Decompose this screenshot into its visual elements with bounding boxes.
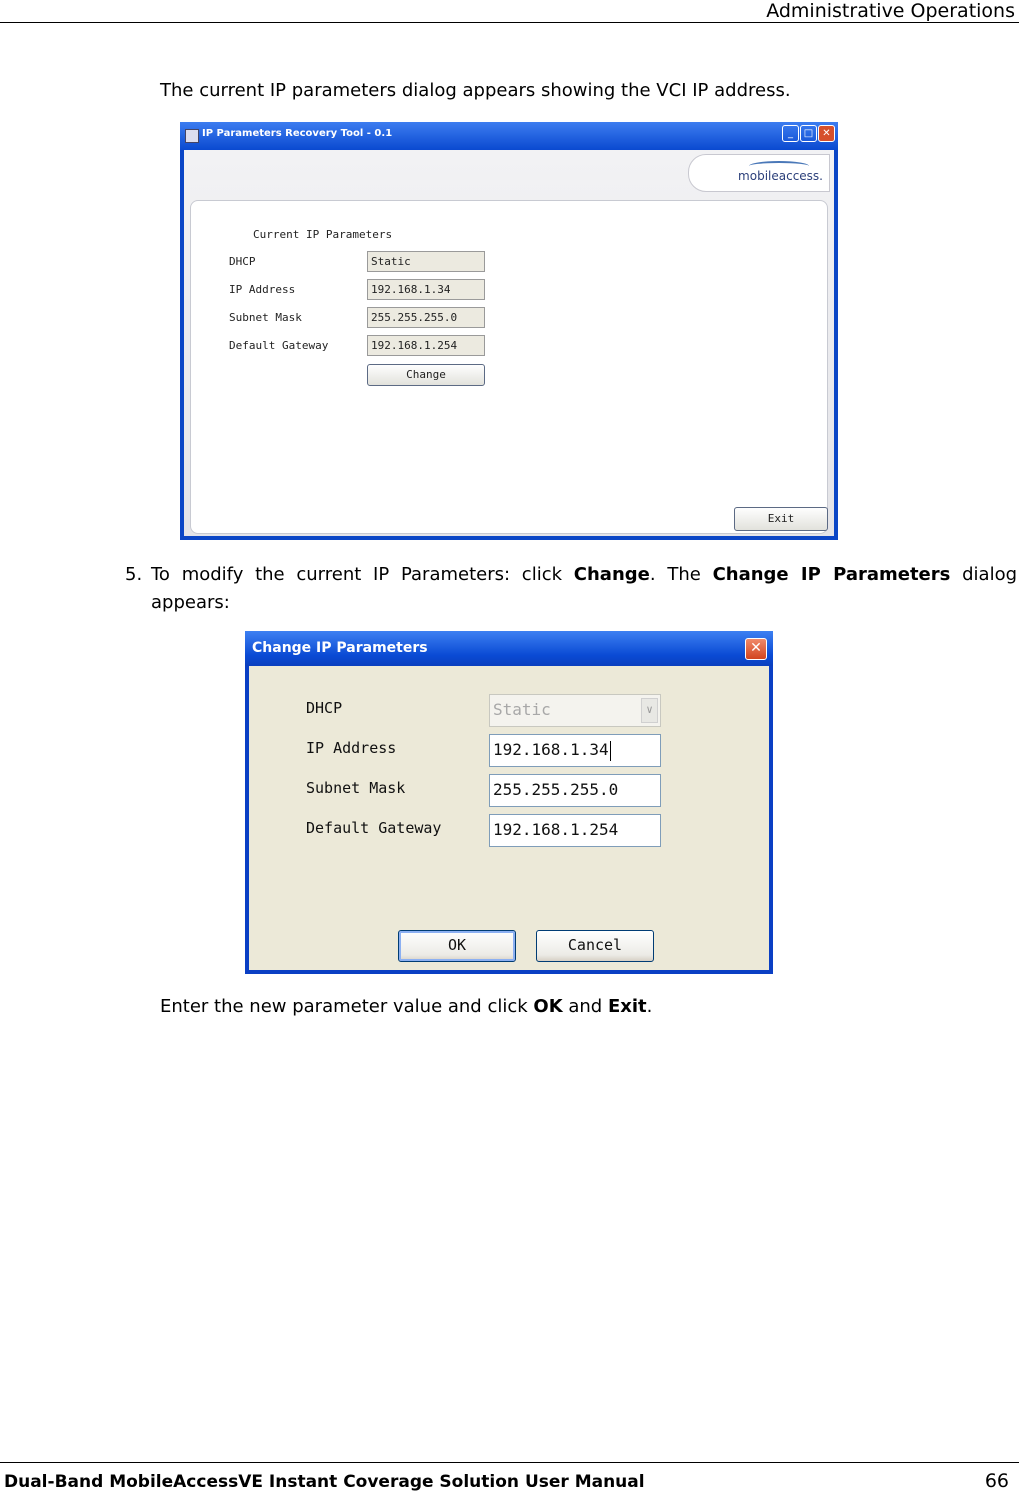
app-icon bbox=[185, 129, 199, 143]
ok-button[interactable]: OK bbox=[398, 930, 516, 962]
default-gateway-input[interactable]: 192.168.1.254 bbox=[489, 814, 661, 847]
dhcp-label: DHCP bbox=[306, 699, 343, 717]
step-text: . The bbox=[649, 564, 713, 585]
outro-paragraph bbox=[160, 996, 652, 1017]
outro-exit-bold: Exit bbox=[607, 996, 647, 1017]
footer-manual-title: Dual-Band MobileAccessVE Instant Coverage Solution User Manual bbox=[4, 1472, 645, 1492]
subnet-mask-field: 255.255.255.0 bbox=[367, 307, 485, 328]
cancel-button[interactable]: Cancel bbox=[536, 930, 654, 962]
text-caret bbox=[610, 741, 611, 761]
dialog-client bbox=[249, 666, 769, 970]
section-title: Current IP Parameters bbox=[253, 228, 393, 241]
ip-address-label: IP Address bbox=[229, 283, 296, 296]
mobileaccess-logo bbox=[688, 154, 830, 192]
change-button[interactable]: Change bbox=[367, 364, 485, 386]
step-5 bbox=[125, 561, 1017, 617]
title-bar bbox=[180, 122, 838, 150]
outro-text: . bbox=[646, 996, 653, 1017]
dhcp-field: Static bbox=[367, 251, 485, 272]
page-number: 66 bbox=[984, 1470, 1009, 1492]
step-change-bold: Change bbox=[573, 564, 650, 585]
outro-ok-bold: OK bbox=[533, 996, 563, 1017]
outro-text: and bbox=[562, 996, 608, 1017]
subnet-mask-input[interactable]: 255.255.255.0 bbox=[489, 774, 661, 807]
ip-address-input[interactable] bbox=[489, 734, 661, 767]
step-text: dialog bbox=[950, 564, 1018, 585]
header-section-title: Administrative Operations bbox=[766, 0, 1015, 22]
close-icon[interactable]: ✕ bbox=[818, 125, 835, 142]
subnet-mask-label: Subnet Mask bbox=[306, 779, 406, 797]
default-gateway-label: Default Gateway bbox=[306, 819, 442, 837]
ip-address-label: IP Address bbox=[306, 739, 397, 757]
change-ip-dialog bbox=[245, 631, 773, 974]
footer-rule bbox=[0, 1462, 1019, 1463]
window-client bbox=[184, 150, 834, 536]
dhcp-select[interactable] bbox=[489, 694, 661, 727]
dhcp-select-value: Static bbox=[493, 700, 551, 719]
minimize-icon[interactable]: _ bbox=[782, 125, 799, 142]
chevron-down-icon[interactable]: ∨ bbox=[641, 698, 658, 723]
window-title: IP Parameters Recovery Tool - 0.1 bbox=[202, 128, 393, 139]
step-text: To modify the current IP Parameters: click bbox=[151, 564, 574, 585]
exit-button[interactable]: Exit bbox=[734, 507, 828, 531]
outro-text: Enter the new parameter value and click bbox=[160, 996, 534, 1017]
dhcp-label: DHCP bbox=[229, 255, 256, 268]
ip-address-field: 192.168.1.34 bbox=[367, 279, 485, 300]
step-line-2: appears: bbox=[151, 592, 230, 613]
intro-paragraph: The current IP parameters dialog appears showing the VCI IP address. bbox=[160, 80, 791, 101]
step-number: 5. bbox=[125, 564, 143, 585]
default-gateway-field: 192.168.1.254 bbox=[367, 335, 485, 356]
ip-address-value: 192.168.1.34 bbox=[493, 740, 609, 759]
close-icon[interactable]: ✕ bbox=[745, 638, 767, 660]
subnet-mask-label: Subnet Mask bbox=[229, 311, 302, 324]
maximize-icon[interactable]: □ bbox=[800, 125, 817, 142]
recovery-tool-window bbox=[180, 122, 838, 540]
step-dialog-name-bold: Change IP Parameters bbox=[712, 564, 951, 585]
header-rule bbox=[0, 22, 1019, 23]
dialog-title-bar bbox=[245, 631, 773, 666]
default-gateway-label: Default Gateway bbox=[229, 339, 329, 352]
step-line-1 bbox=[125, 561, 1017, 589]
dialog-title: Change IP Parameters bbox=[252, 640, 428, 656]
parameters-panel bbox=[190, 200, 828, 534]
logo-text: mobileaccess. bbox=[738, 169, 823, 183]
